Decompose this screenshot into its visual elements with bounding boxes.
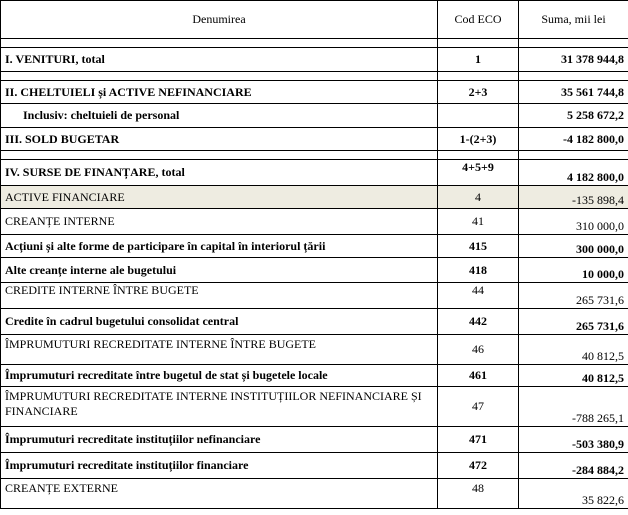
row-code: 41: [438, 209, 519, 235]
row-sum: 310 000,0: [519, 209, 628, 235]
table-row: [1, 309, 628, 335]
row-code: 415: [438, 235, 519, 258]
row-code: 47: [438, 387, 519, 427]
table-row: [1, 427, 628, 453]
table-row: [1, 365, 628, 387]
row-code: 46: [438, 335, 519, 365]
row-sum: -788 265,1: [519, 387, 628, 427]
table-row: [1, 479, 628, 509]
row-name: CREANȚE EXTERNE: [1, 479, 438, 509]
row-code: 1-(2+3): [438, 128, 519, 151]
row-sum: -284 884,2: [519, 453, 628, 479]
table-row: [1, 387, 628, 427]
table-row: [1, 104, 628, 128]
row-name: Credite în cadrul bugetului consolidat central: [1, 309, 438, 335]
row-code: [438, 104, 519, 128]
row-code: 44: [438, 283, 519, 309]
table-row: [1, 48, 628, 72]
row-sum: 31 378 944,8: [519, 48, 628, 72]
header-cod-eco: Cod ECO: [438, 1, 519, 39]
row-name: I. VENITURI, total: [1, 48, 438, 72]
row-name: ACTIVE FINANCIARE: [1, 186, 438, 209]
row-name: Împrumuturi recreditate între bugetul de stat și bugetele locale: [1, 365, 438, 387]
row-name: Inclusiv: cheltuieli de personal: [1, 104, 438, 128]
row-code: 4+5+9: [438, 160, 519, 186]
row-name: ÎMPRUMUTURI RECREDITATE INTERNE INSTITUȚIILOR NEFINANCIARE ȘI FINANCIARE: [1, 387, 438, 427]
row-sum: 10 000,0: [519, 258, 628, 283]
row-name: III. SOLD BUGETAR: [1, 128, 438, 151]
table-row: [1, 235, 628, 258]
row-sum: 35 561 744,8: [519, 81, 628, 104]
row-name: IV. SURSE DE FINANȚARE, total: [1, 160, 438, 186]
row-sum: 4 182 800,0: [519, 160, 628, 186]
row-sum: -503 380,9: [519, 427, 628, 453]
row-sum: 35 822,6: [519, 479, 628, 509]
table-row: [1, 186, 628, 209]
table-row: [1, 283, 628, 309]
row-name: Împrumuturi recreditate instituțiilor nefinanciare: [1, 427, 438, 453]
row-sum: -4 182 800,0: [519, 128, 628, 151]
row-sum: -135 898,4: [519, 186, 628, 209]
header-denumirea: Denumirea: [1, 1, 438, 39]
row-code: 472: [438, 453, 519, 479]
row-name: Împrumuturi recreditate instituțiilor financiare: [1, 453, 438, 479]
row-code: 418: [438, 258, 519, 283]
row-sum: 265 731,6: [519, 309, 628, 335]
row-code: 48: [438, 479, 519, 509]
row-code: 471: [438, 427, 519, 453]
row-code: 1: [438, 48, 519, 72]
row-code: 442: [438, 309, 519, 335]
row-name: Acțiuni și alte forme de participare în capital în interiorul țării: [1, 235, 438, 258]
row-sum: 265 731,6: [519, 283, 628, 309]
row-sum: 40 812,5: [519, 365, 628, 387]
table-row: [1, 209, 628, 235]
table-row: [1, 128, 628, 151]
table-row: [1, 453, 628, 479]
row-code: 461: [438, 365, 519, 387]
row-name: CREANȚE INTERNE: [1, 209, 438, 235]
row-name: Alte creanțe interne ale bugetului: [1, 258, 438, 283]
row-sum: 300 000,0: [519, 235, 628, 258]
row-name: ÎMPRUMUTURI RECREDITATE INTERNE ÎNTRE BUGETE: [1, 335, 438, 365]
table-row: [1, 81, 628, 104]
table-row: [1, 258, 628, 283]
header-suma: Suma, mii lei: [519, 1, 628, 39]
row-name: II. CHELTUIELI și ACTIVE NEFINANCIARE: [1, 81, 438, 104]
table-row: [1, 335, 628, 365]
row-code: 4: [438, 186, 519, 209]
row-sum: 40 812,5: [519, 335, 628, 365]
row-code: 2+3: [438, 81, 519, 104]
header-row: [1, 1, 628, 39]
row-sum: 5 258 672,2: [519, 104, 628, 128]
row-name: CREDITE INTERNE ÎNTRE BUGETE: [1, 283, 438, 309]
table-row: [1, 160, 628, 186]
